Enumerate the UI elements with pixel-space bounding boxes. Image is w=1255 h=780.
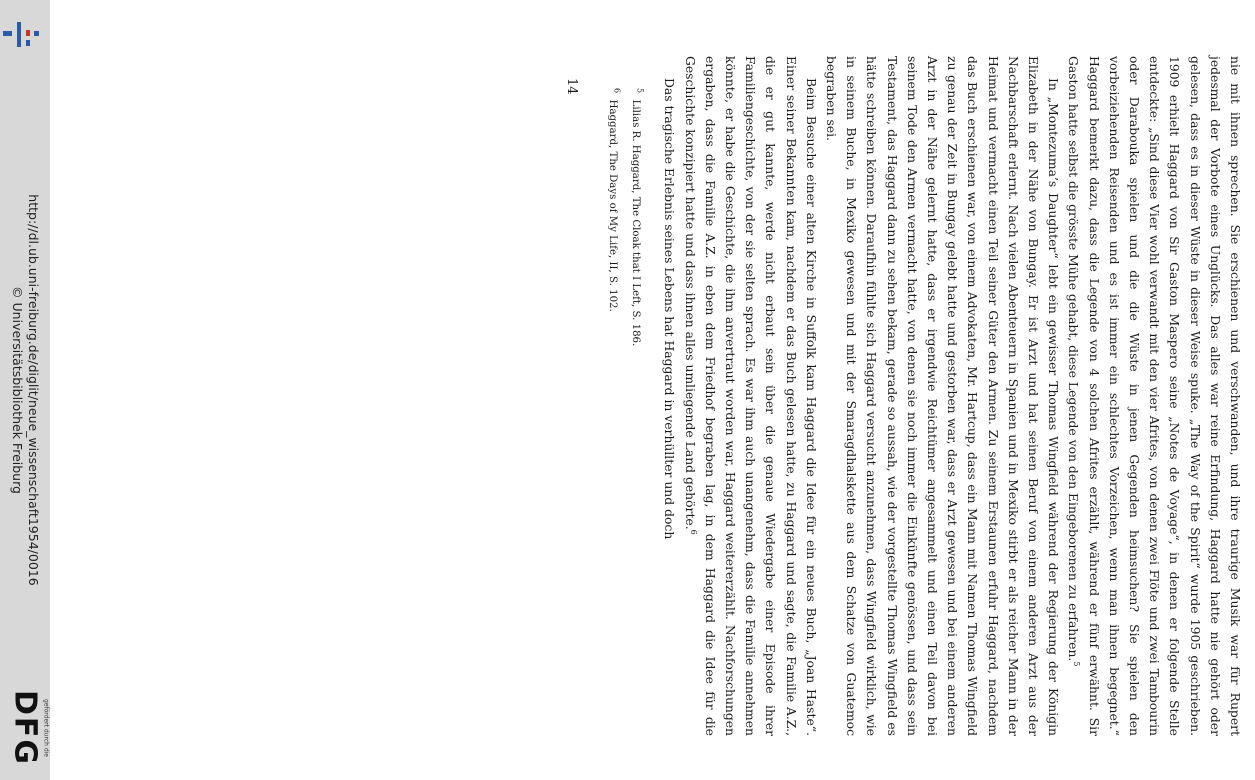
paragraph-3: Beim Besuche einer alten Kirche in Suffolk kam Haggard die Idee für ein neues Buch, „Joan Haste“. Einer seiner Bekannten kam, nachdem er das Buch gelesen hatte, zu Haggard und sagte, die Familie A.Z., die er gut kannte, werde nicht erbaut sein über die genaue Wiedergabe einer Episode ihrer Familiengeschichte, von der sie selten sprach. Es war ihm auch unangenehm, dass die Familie annehmen könnte, er habe die Geschichte, die ihm anvertraut worden war, Haggard weitererzählt. Nachforschungen ergaben, dass die Familie A.Z. in eben dem Friedhof begraben lag, in dem Haggard die Idee für die Geschichte konzipiert hatte und dass ihnen alles umliegende Land gehörte.$^6$	[682, 56, 818, 736]
paragraph-1: nie mit ihnen sprechen. Sie erschienen und verschwanden, und ihre traurige Musik war für Rupert jedesmal der Vorbote eines Unglücks. Das alles war reine Erfindung, Haggard hatte nie gehört oder gelesen, dass es in dieser Wüste in dieser Weise spuke. „The Way of the Spirit“ wurde 1905 geschrieben. 1909 erhielt Haggard von Sir Gaston Maspero seine „Notes de Voyage“, in denen er folgende Stelle entdeckte: „Sind diese Vier wohl verwandt mit den vier Afrites, von denen zwei Flöte und zwei Tambourin oder Darabouka spielen und die die Wüste in jenen Gegenden heimsuchen? Sie spielen den vorbeiziehenden Reisenden und es ist immer ein schlechtes Vorzeichen, wenn man ihnen begegnet.“ Haggard bemerkt dazu, dass die Legende von 4 solchen Afrites erzählt, während er fünf erwähnt. Sir Gaston hatte selbst die grösste Mühe gehabt, diese Legende von den Eingeborenen zu erfahren.$^5$	[1066, 56, 1242, 736]
footnote-5: $^5$ Lilias R. Haggard, The Cloak that I Left, S. 186.	[630, 88, 645, 347]
copyright-notice: © Universitätsbibliothek Freiburg	[10, 286, 25, 494]
paragraph-2: In „Montezuma’s Daughter“ lebt ein gewisser Thomas Wingfield während der Regierung der Königin Elizabeth in der Nähe von Bungay. Er ist Arzt und hat seinen Beruf von einem anderen Arzt aus der Nachbarschaft erlernt. Nach vielen Abenteuern in Spanien und in Mexiko stirbt er als reicher Mann in der Heimat und vermacht einen Teil seiner Güter den Armen. Zu seinem Erstaunen erfuhr Haggard, nachdem das Buch erschienen war, von einem Advokaten, Mr. Hartcup, dass ein Mann mit Namen Thomas Wingfield zu genau der Zeit in Bungay gelebt hatte und gestorben war, dass er Arzt gewesen und bei einem anderen Arzt in der Nähe gelernt hatte, dass er irgendwie Reichtümer angesammelt und einen Teil davon bei seinem Tode den Armen vermacht hatte, von denen sie noch immer die Einkünfte genössen, und dass sein Testament, das Haggard dann zu sehen bekam, gerade so aussah, wie der vorgestellte Thomas Wingfield es hätte schreiben können. Daraufhin fühlte sich Haggard versucht anzunehmen, dass Wingfield wirklich, wie in seinem Buche, in Mexiko gewesen und mit der Smaragdhalskette aus dem Schatze von Guatemoc begraben sei.	[823, 56, 1061, 736]
paragraph-4: Das tragische Erlebnis seines Lebens hat Haggard in verhüllter und doch	[662, 78, 677, 540]
scanned-page	[165, 0, 1245, 780]
dfg-wordmark: DFG	[7, 689, 43, 767]
rotated-page-content	[165, 56, 1245, 736]
viewer-sidebar	[0, 0, 50, 780]
footnote-6: $^6$ Haggard, The Days of My Life, II, S. 102.	[607, 88, 622, 312]
sidebar-source-text	[9, 194, 41, 585]
footnote-ref-6: 6	[688, 529, 698, 535]
footnote-ref-5: 5	[1072, 661, 1082, 667]
dfg-tagline: gefördert durch die	[42, 699, 50, 757]
source-url: http://dl.ub.uni-freiburg.de/diglit/neue_wissenschaft1954/0016	[26, 194, 41, 586]
page-number: 14	[564, 78, 580, 95]
library-logo-icon	[0, 16, 50, 56]
footnotes	[601, 56, 647, 736]
dfg-logo	[0, 676, 50, 780]
